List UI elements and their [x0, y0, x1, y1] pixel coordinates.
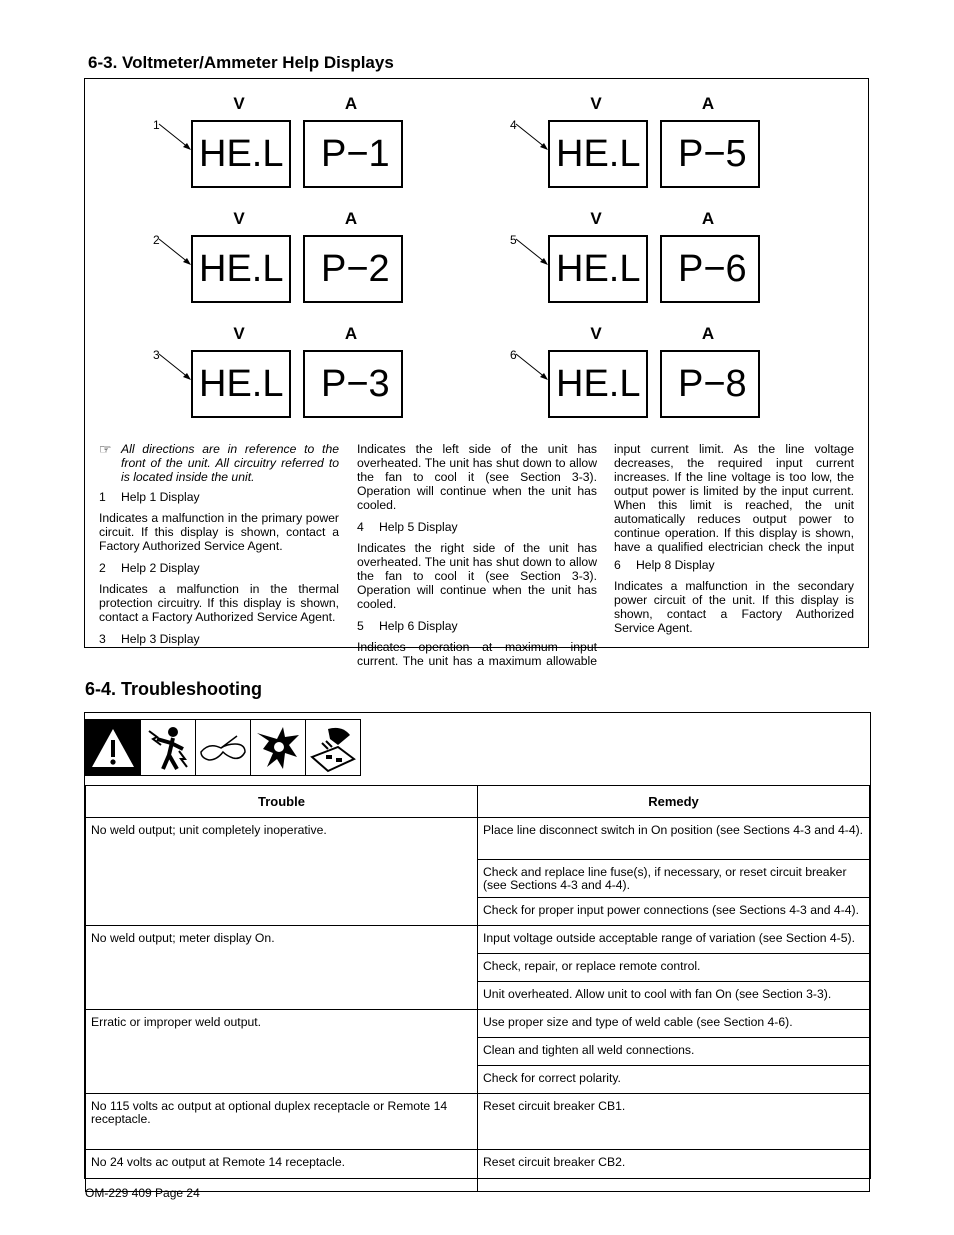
warning-icon	[85, 719, 141, 776]
ammeter-label: A	[344, 209, 358, 228]
help-item-text-part1: Indicates operation at maximum input current. The unit has a maximum allowable	[357, 640, 597, 668]
ammeter-display: P−5	[660, 120, 760, 188]
remedy-cell: Reset circuit breaker CB1.	[478, 1094, 870, 1150]
help-text-column-2	[357, 442, 597, 676]
ammeter-display: P−1	[303, 120, 403, 188]
trouble-column-header: Trouble	[86, 786, 478, 818]
voltmeter-label: V	[590, 94, 602, 113]
remedy-cell: Use proper size and type of weld cable (see Section 4-6).	[478, 1010, 870, 1038]
circuit-board-hand-icon	[305, 719, 361, 776]
trouble-cell: No 24 volts ac output at Remote 14 receptacle.	[86, 1150, 478, 1192]
safety-glasses-icon	[195, 719, 251, 776]
callout-number: 1	[153, 118, 160, 132]
pointing-hand-icon: ☞	[99, 441, 112, 457]
trouble-cell: No 115 volts ac output at optional duplex receptacle or Remote 14 receptacle.	[86, 1094, 478, 1150]
help-text-column-3	[614, 442, 854, 643]
remedy-cell: Reset circuit breaker CB2.	[478, 1150, 870, 1192]
note-text: All directions are in reference to the front of the unit. All circuitry referred to is located inside the unit.	[121, 442, 339, 484]
remedy-cell: Check and replace line fuse(s), if necessary, or reset circuit breaker (see Sections 4-3 and 4-4).	[478, 860, 870, 898]
voltmeter-display: HE.L	[548, 120, 648, 188]
callout-number: 4	[510, 118, 517, 132]
table-row	[86, 1010, 870, 1038]
help-item-title: 1 Help 1 Display	[99, 490, 200, 504]
trouble-cell: No weld output; meter display On.	[86, 926, 478, 1010]
help-item-title: 3 Help 3 Display	[99, 632, 200, 646]
remedy-cell: Place line disconnect switch in On position (see Sections 4-3 and 4-4).	[478, 818, 870, 860]
help-item-title: 4 Help 5 Display	[357, 520, 458, 534]
voltmeter-label: V	[590, 324, 602, 343]
ammeter-display: P−6	[660, 235, 760, 303]
callout-number: 2	[153, 233, 160, 247]
note	[99, 442, 339, 484]
help-item-text: Indicates a malfunction in the primary power circuit. If this display is shown, contact a Factory Authorized Service Agent.	[99, 511, 339, 553]
trouble-cell: Erratic or improper weld output.	[86, 1010, 478, 1094]
help-item-text: Indicates a malfunction in the thermal protection circuitry. If this display is shown, contact a Factory Authorized Service Agent.	[99, 582, 339, 624]
remedy-column-header: Remedy	[478, 786, 870, 818]
voltmeter-label: V	[233, 209, 245, 228]
voltmeter-display: HE.L	[191, 235, 291, 303]
help-item-title: 6 Help 8 Display	[614, 558, 715, 572]
table-row	[86, 818, 870, 860]
moving-parts-icon	[250, 719, 306, 776]
help-item-text: Indicates a malfunction in the secondary power circuit of the unit. If this display is shown, contact a Factory Authorized Service Agent.	[614, 579, 854, 635]
help-item-text: Indicates the right side of the unit has overheated. The unit has shut down to allow the fan to cool it (see Section 3-3). Operation will continue when the unit has cooled.	[357, 541, 597, 611]
troubleshooting-table	[85, 785, 870, 1192]
voltmeter-label: V	[233, 324, 245, 343]
troubleshooting-panel	[84, 712, 871, 1179]
section-6-3-title: 6-3. Voltmeter/Ammeter Help Displays	[88, 53, 394, 72]
callout-number: 6	[510, 348, 517, 362]
remedy-cell: Check for proper input power connections (see Sections 4-3 and 4-4).	[478, 898, 870, 926]
ammeter-label: A	[701, 324, 715, 343]
ammeter-display: P−2	[303, 235, 403, 303]
ammeter-display: P−8	[660, 350, 760, 418]
electric-shock-icon	[140, 719, 196, 776]
voltmeter-label: V	[233, 94, 245, 113]
remedy-cell: Clean and tighten all weld connections.	[478, 1038, 870, 1066]
voltmeter-display: HE.L	[548, 235, 648, 303]
callout-number: 3	[153, 348, 160, 362]
help-text-column-1	[99, 442, 339, 653]
table-row	[86, 926, 870, 954]
ammeter-label: A	[344, 324, 358, 343]
help-item-text-part2-wrap	[614, 442, 854, 554]
ammeter-display: P−3	[303, 350, 403, 418]
remedy-cell: Check for correct polarity.	[478, 1066, 870, 1094]
page-footer: OM-229 409 Page 24	[85, 1186, 200, 1200]
voltmeter-label: V	[590, 209, 602, 228]
help-item-title: 2 Help 2 Display	[99, 561, 200, 575]
ammeter-label: A	[701, 94, 715, 113]
voltmeter-display: HE.L	[191, 350, 291, 418]
help-item-text: Indicates the left side of the unit has overheated. The unit has shut down to allow the fan to cool it (see Section 3-3). Operation will continue when the unit has cooled.	[357, 442, 597, 512]
help-item-title: 5 Help 6 Display	[357, 619, 458, 633]
table-row	[86, 1150, 870, 1192]
voltmeter-display: HE.L	[548, 350, 648, 418]
ammeter-label: A	[701, 209, 715, 228]
ammeter-label: A	[344, 94, 358, 113]
troubleshooting-table-body	[86, 818, 870, 1192]
voltmeter-display: HE.L	[191, 120, 291, 188]
section-6-4-title: 6-4. Troubleshooting	[85, 679, 263, 699]
help-displays-panel	[84, 78, 869, 668]
safety-icon-row	[85, 719, 360, 777]
table-row	[86, 1094, 870, 1150]
remedy-cell: Input voltage outside acceptable range of variation (see Section 4-5).	[478, 926, 870, 954]
help-item-text-part2: input current limit. As the line voltage decreases, the required input current increases. If the line voltage is too low, the output power is limited by the input current. When this limit is reached, the unit automatically reduces output power to continue operation. If this display is shown, have a qualified electrician check the input	[614, 442, 854, 554]
remedy-cell: Check, repair, or replace remote control.	[478, 954, 870, 982]
callout-number: 5	[510, 233, 517, 247]
trouble-cell: No weld output; unit completely inoperative.	[86, 818, 478, 926]
remedy-cell: Unit overheated. Allow unit to cool with fan On (see Section 3-3).	[478, 982, 870, 1010]
